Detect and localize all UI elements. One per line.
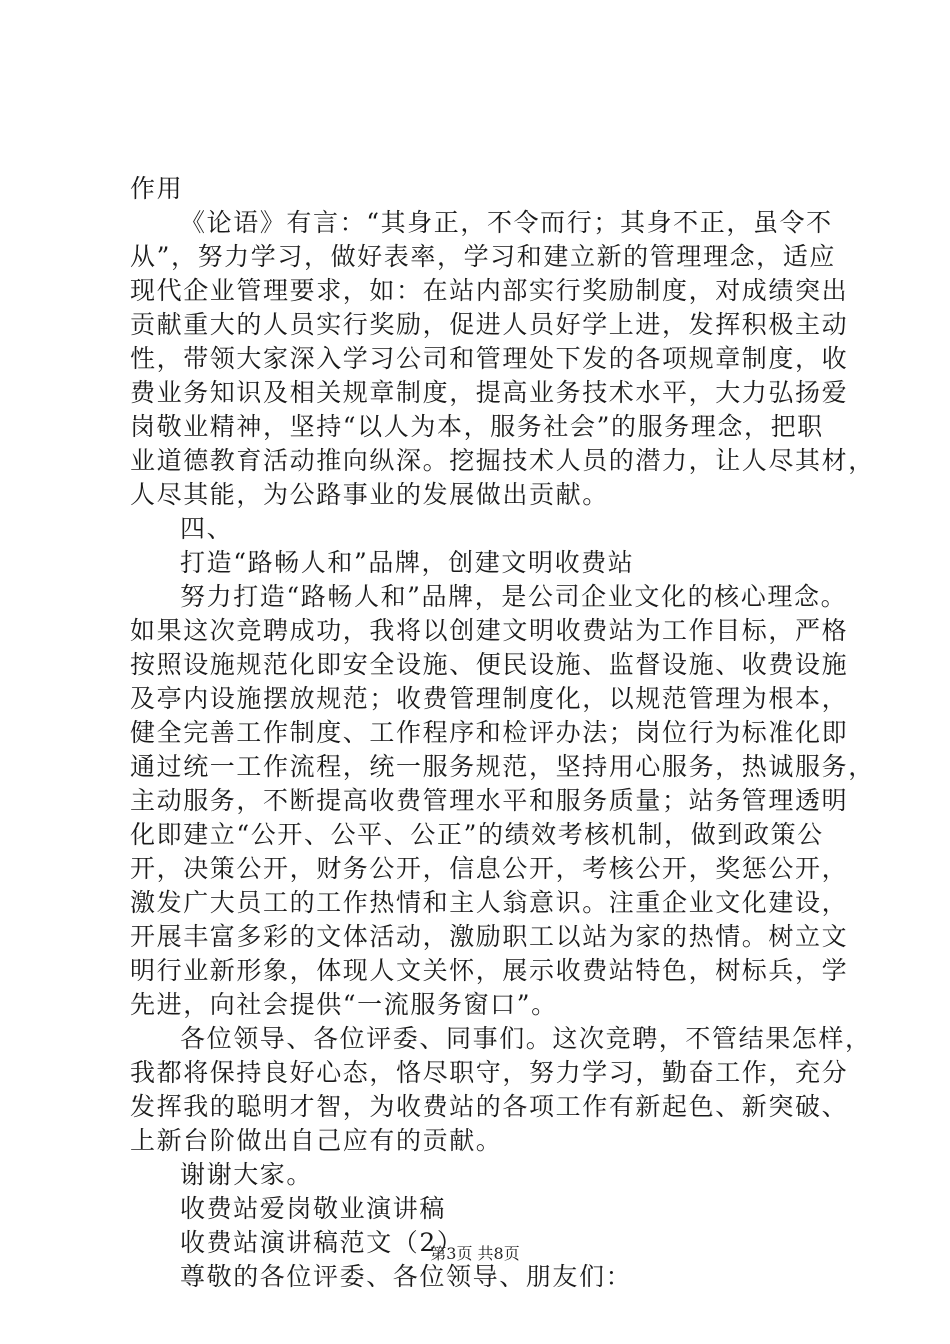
text-line: 打造“路畅人和”品牌，创建文明收费站	[180, 548, 635, 577]
text-line: 业道德教育活动推向纵深。挖掘技术人员的潜力，让人尽其材，	[130, 446, 875, 475]
document-body	[130, 172, 875, 1294]
page-footer: 第3页 共8页	[430, 1244, 520, 1263]
text-line: 健全完善工作制度、工作程序和检评办法；岗位行为标准化即	[130, 718, 849, 747]
text-line: 收费站爱岗敬业演讲稿	[180, 1194, 447, 1223]
text-line: 作用	[130, 174, 184, 203]
text-line: 如果这次竞聘成功，我将以创建文明收费站为工作目标，严格	[130, 616, 849, 645]
text-line: 性，带领大家深入学习公司和管理处下发的各项规章制度，收	[130, 344, 849, 373]
text-line: 现代企业管理要求，如：在站内部实行奖励制度，对成绩突出	[130, 276, 849, 305]
text-line: 通过统一工作流程，统一服务规范，坚持用心服务，热诚服务，	[130, 752, 875, 781]
text-line: 主动服务，不断提高收费管理水平和服务质量；站务管理透明	[130, 786, 849, 815]
text-line: 化即建立“公开、公平、公正”的绩效考核机制，做到政策公	[130, 820, 824, 849]
text-line: 我都将保持良好心态，恪尽职守，努力学习，勤奋工作，充分	[130, 1058, 849, 1087]
text-line: 四、	[180, 514, 234, 543]
text-line: 开，决策公开，财务公开，信息公开，考核公开，奖惩公开，	[130, 854, 849, 883]
text-line: 发挥我的聪明才智，为收费站的各项工作有新起色、新突破、	[130, 1092, 849, 1121]
text-line: 开展丰富多彩的文体活动，激励职工以站为家的热情。树立文	[130, 922, 849, 951]
text-line: 《论语》有言：“其身正，不令而行；其身不正，虽令不	[180, 208, 833, 237]
text-line: 按照设施规范化即安全设施、便民设施、监督设施、收费设施	[130, 650, 849, 679]
text-line: 上新台阶做出自己应有的贡献。	[130, 1126, 503, 1155]
text-line: 及亭内设施摆放规范；收费管理制度化，以规范管理为根本，	[130, 684, 849, 713]
text-line: 努力打造“路畅人和”品牌，是公司企业文化的核心理念。	[180, 582, 848, 611]
text-line: 谢谢大家。	[180, 1160, 314, 1189]
text-line: 贡献重大的人员实行奖励，促进人员好学上进，发挥积极主动	[130, 310, 849, 339]
text-line: 尊敬的各位评委、各位领导、朋友们：	[180, 1262, 633, 1291]
text-line: 岗敬业精神，坚持“以人为本，服务社会”的服务理念，把职	[130, 412, 824, 441]
text-line: 收费站演讲稿范文（2）	[180, 1228, 464, 1257]
text-line: 人尽其能，为公路事业的发展做出贡献。	[130, 480, 609, 509]
text-line: 先进，向社会提供“一流服务窗口”。	[130, 990, 558, 1019]
text-line: 从”，努力学习，做好表率，学习和建立新的管理理念，适应	[130, 242, 836, 271]
text-line: 激发广大员工的工作热情和主人翁意识。注重企业文化建设，	[130, 888, 849, 917]
text-line: 费业务知识及相关规章制度，提高业务技术水平，大力弘扬爱	[130, 378, 849, 407]
text-line: 明行业新形象，体现人文关怀，展示收费站特色，树标兵，学	[130, 956, 849, 985]
text-line: 各位领导、各位评委、同事们。这次竞聘，不管结果怎样，	[180, 1024, 872, 1053]
